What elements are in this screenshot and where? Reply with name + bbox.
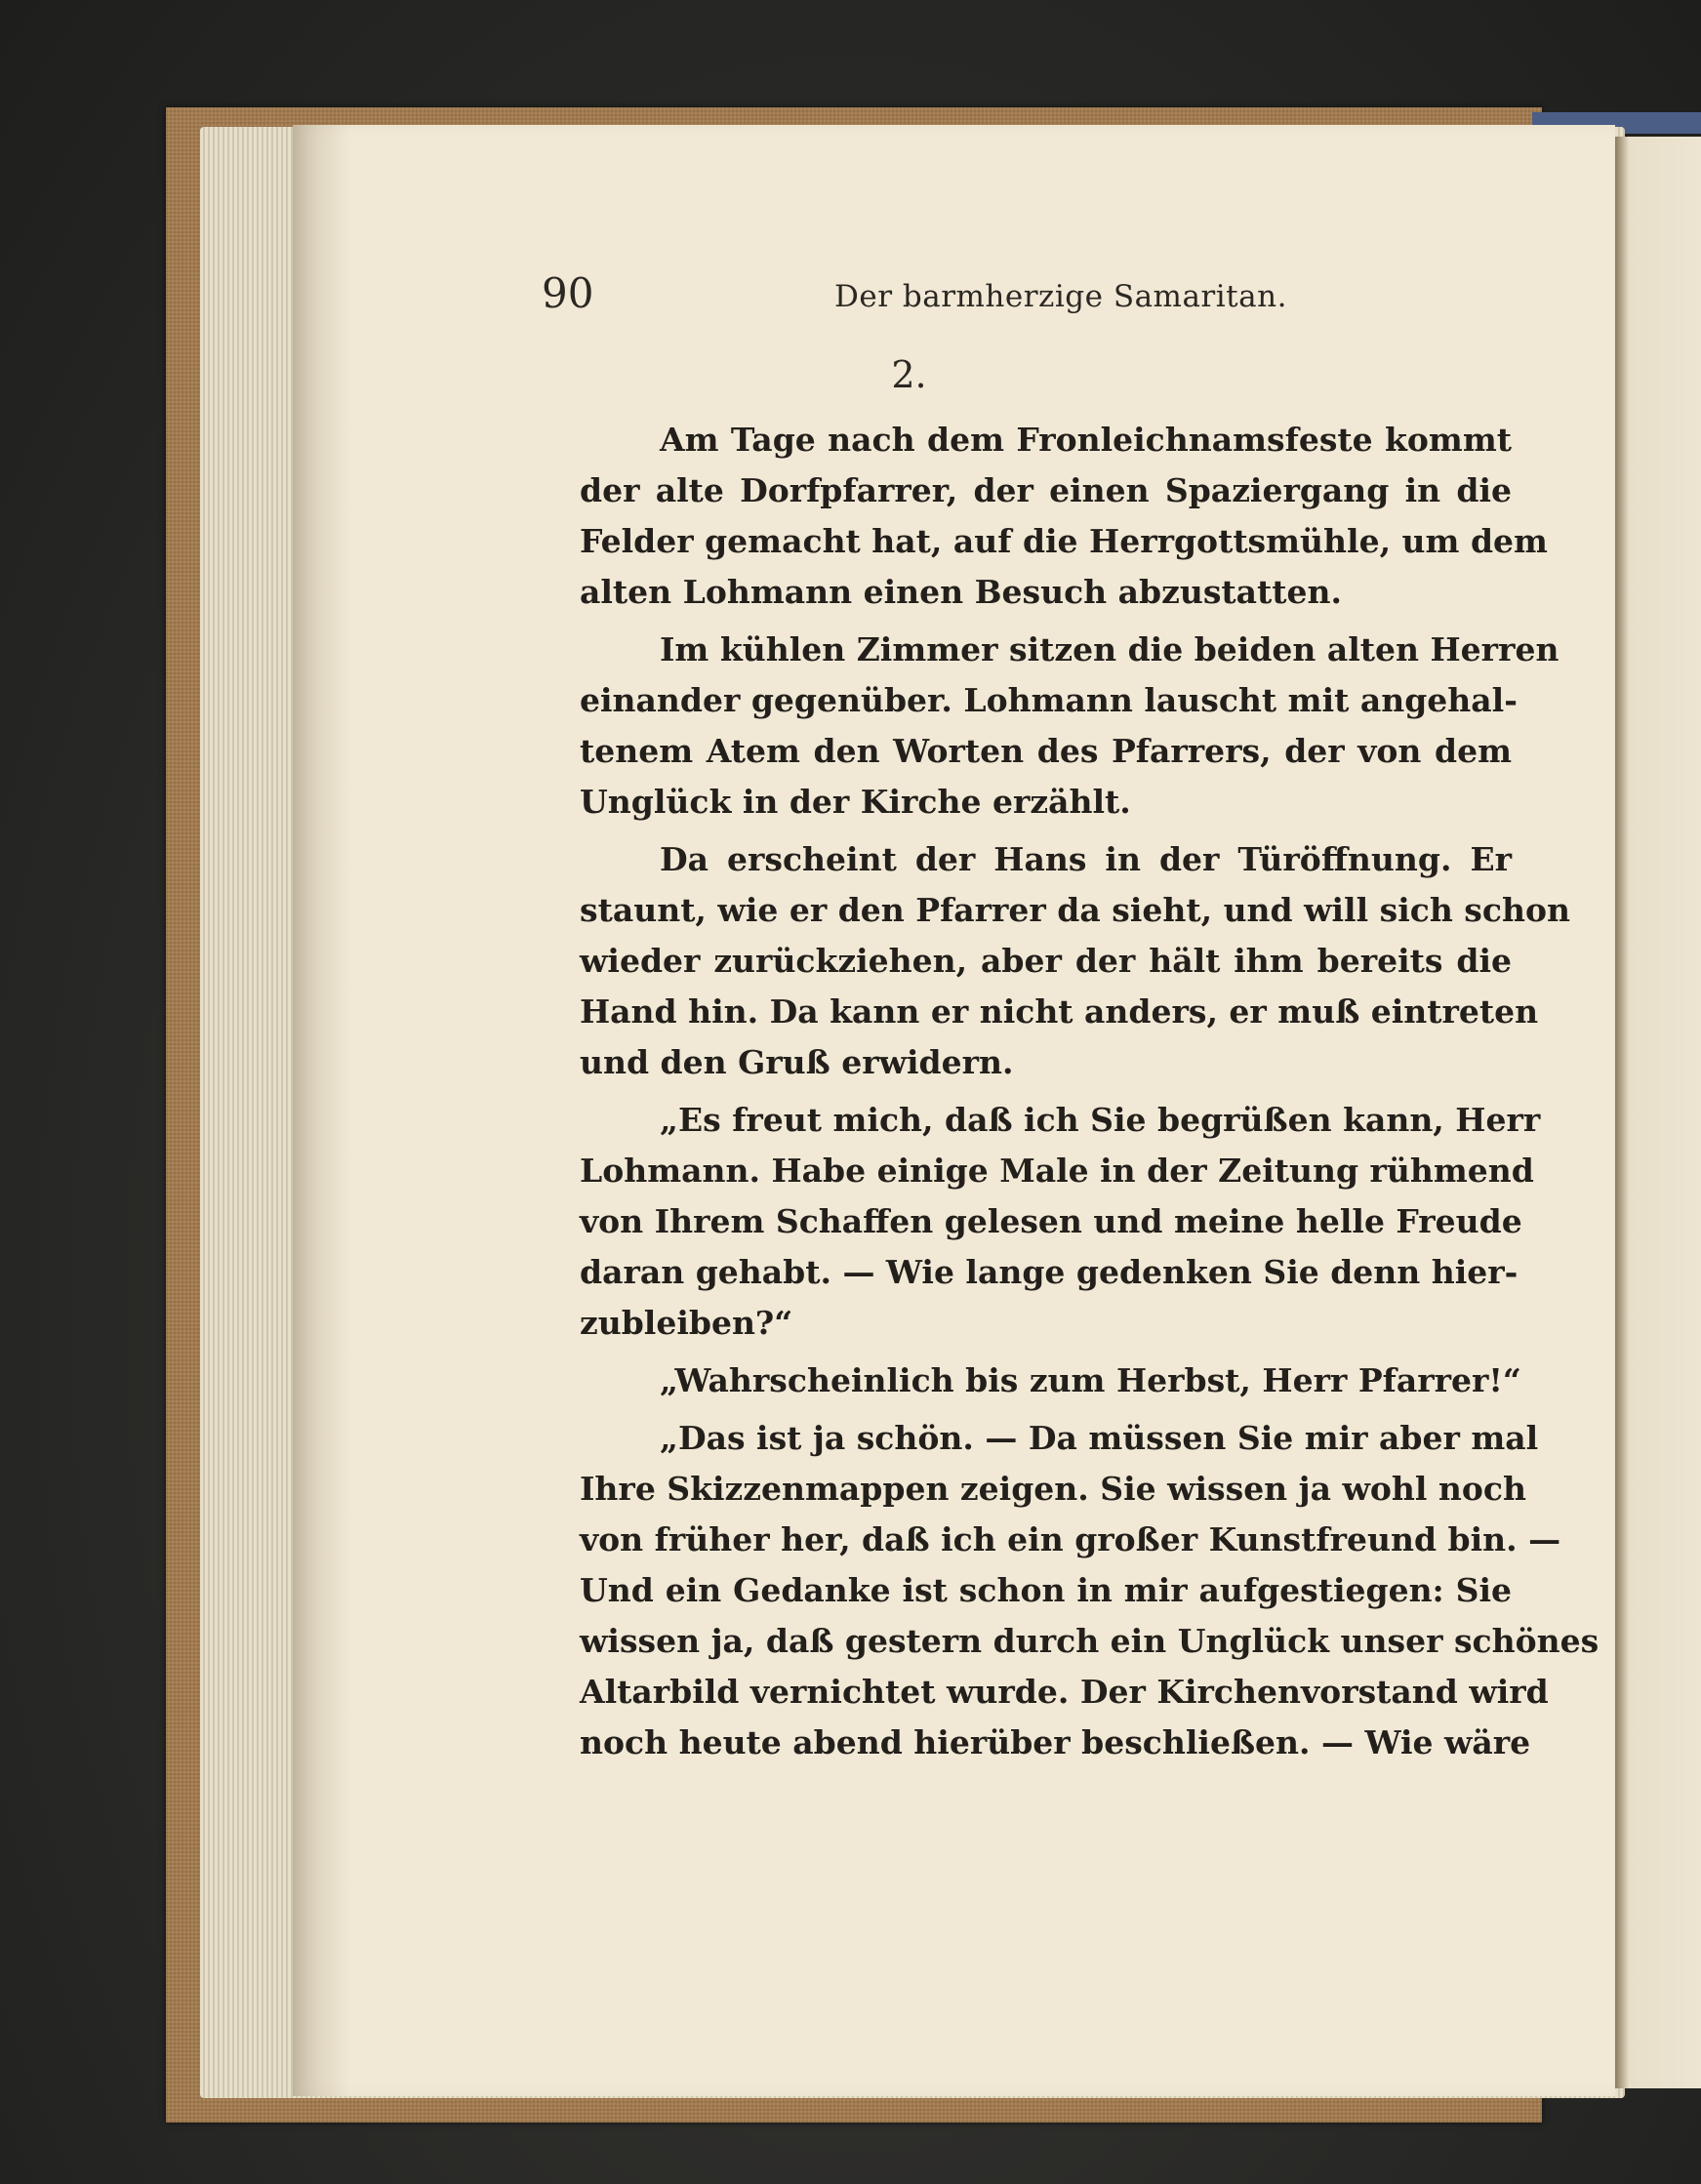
facing-page-edge [1615, 137, 1701, 2088]
text-line: „Das ist ja schön. — Da müssen Sie mir aber mal [660, 1419, 1539, 1457]
text-line: „Es freut mich, daß ich Sie begrüßen kann, Herr [660, 1101, 1541, 1139]
text-line: Lohmann. Habe einige Male in der Zeitung rühmend [580, 1152, 1534, 1190]
text-line: daran gehabt. — Wie lange gedenken Sie denn hier- [580, 1253, 1519, 1291]
text-line: tenem Atem den Worten des Pfarrers, der von dem [580, 732, 1512, 770]
paragraph-gap [580, 1088, 1512, 1095]
paragraph-gap [580, 1406, 1512, 1413]
text-line: Am Tage nach dem Fronleichnamsfeste kommt [660, 421, 1512, 459]
paragraph [580, 415, 1548, 618]
text-line: zubleiben?“ [580, 1304, 793, 1342]
text-line: Altarbild vernichtet wurde. Der Kirchenvorstand wird [580, 1673, 1549, 1711]
body-text [580, 415, 1600, 1768]
text-line: Hand hin. Da kann er nicht anders, er muß eintreten [580, 992, 1539, 1031]
paragraph-gap [580, 618, 1512, 625]
paragraph [580, 1355, 1521, 1406]
paragraph [580, 1413, 1600, 1768]
text-line: Ihre Skizzenmappen zeigen. Sie wissen ja wohl noch [580, 1470, 1527, 1508]
text-line: staunt, wie er den Pfarrer da sieht, und will sich schon [580, 891, 1570, 929]
paragraph [580, 625, 1559, 828]
paragraph [580, 834, 1570, 1088]
text-line: Unglück in der Kirche erzählt. [580, 783, 1131, 821]
text-line: alten Lohmann einen Besuch abzustatten. [580, 573, 1343, 611]
text-line: noch heute abend hierüber beschließen. — Wie wäre [580, 1723, 1531, 1761]
text-line: der alte Dorfpfarrer, der einen Spaziergang in die [580, 471, 1512, 509]
text-line: Im kühlen Zimmer sitzen die beiden alten Herren [660, 630, 1559, 668]
page-number: 90 [542, 269, 594, 317]
text-line: von Ihrem Schaffen gelesen und meine helle Freude [580, 1202, 1522, 1240]
text-line: einander gegenüber. Lohmann lauscht mit angehal- [580, 681, 1518, 719]
section-number: 2. [891, 353, 927, 396]
text-line: „Wahrscheinlich bis zum Herbst, Herr Pfarrer!“ [660, 1361, 1521, 1399]
text-line: wieder zurückziehen, aber der hält ihm bereits die [580, 942, 1512, 980]
text-line: und den Gruß erwidern. [580, 1043, 1014, 1081]
running-title: Der barmherzige Samaritan. [834, 279, 1287, 314]
spine-shadow [293, 125, 351, 2096]
page-header [542, 263, 1518, 322]
paragraph-gap [580, 1349, 1512, 1355]
paragraph-gap [580, 828, 1512, 834]
text-line: Felder gemacht hat, auf die Herrgottsmühle, um dem [580, 522, 1548, 560]
text-line: von früher her, daß ich ein großer Kunstfreund bin. — [580, 1520, 1561, 1558]
text-line: Und ein Gedanke ist schon in mir aufgestiegen: Sie [580, 1571, 1512, 1609]
paragraph [580, 1095, 1541, 1349]
text-line: wissen ja, daß gestern durch ein Unglück unser schönes [580, 1622, 1600, 1660]
text-line: Da erscheint der Hans in der Türöffnung. Er [660, 840, 1512, 878]
